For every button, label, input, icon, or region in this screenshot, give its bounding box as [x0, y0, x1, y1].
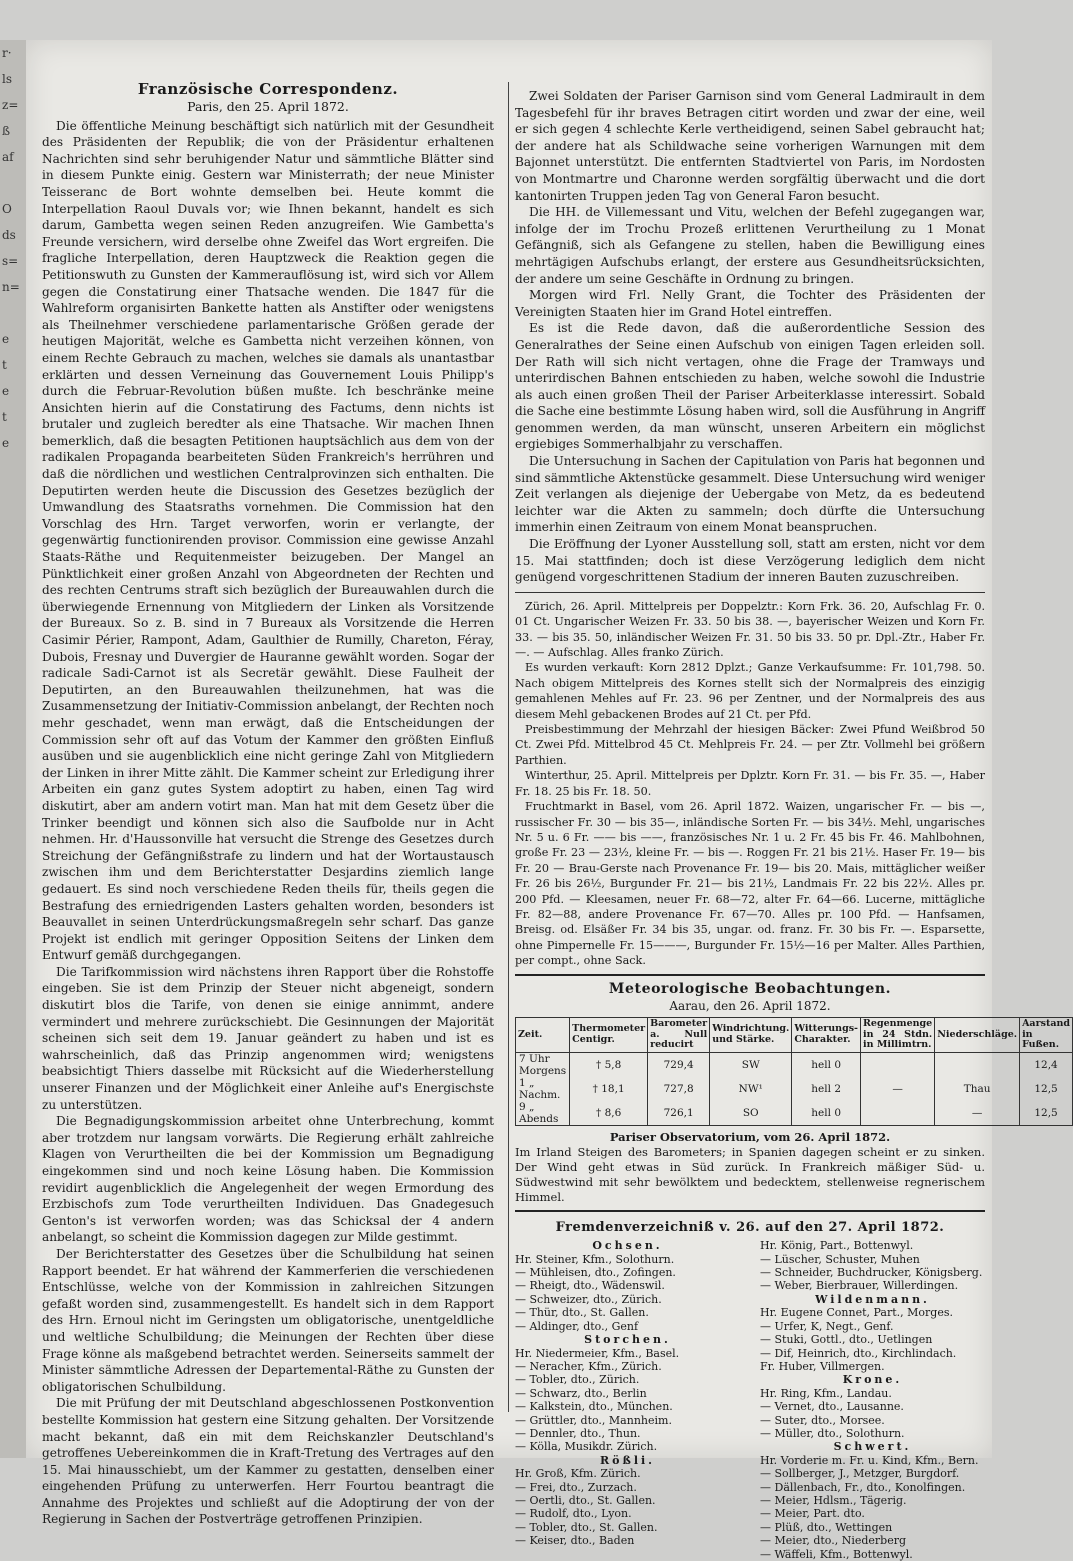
left-column: [42, 80, 495, 1527]
edge-fragment: s=: [2, 254, 19, 268]
article-paragraph: Die öffentliche Meinung beschäftigt sich natürlich mit der Gesundheit des Präsidenten der Republik; die von der Präsidentur erhaltenen Nachrichten sind sehr beruhigender Natur und sämmtliche Blätter sind in diesem Punkte einig. Gestern war Ministerrath; der neue Minister Teisseranc de Bort wohnte demselben bei. Heute kommt die Interpellation Raoul Duvals vor; wie Ihnen bekannt, handelt es sich darum, Gambetta wegen seinen Reden anzugreifen. Wie Gambetta's Freunde versichern, wird derselbe ohne Zweifel das Wort ergreifen. Die fragliche Interpellation, deren Hauptzweck die Reaktion gegen die Petitionswuth zu Gunsten der Kammerauflösung ist, wird sich vor Allem gegen die Constatirung einer Thatsache wenden. Die 1847 für die Wahlreform organisirten Bankette hatten als Anstifter oder wenigstens als Theilnehmer verschiedene parlamentarische Größen gerade der heutigen Majorität, welche es Gambetta nicht verzeihen können, von einem Rechte Gebrauch zu machen, welches sie damals als unantastbar erklärten und dessen Verneinung das Gouvernement Louis Philipp's durch die Februar-Revolution büßen mußte. Ich beschränke meine Ansichten hierin auf die Constatirung des Factums, denn nichts ist brutaler und zugleich beredter als eine Thatsache. Wir machen Ihnen bemerklich, daß die besagten Petitionen hauptsächlich aus dem von der radikalen Propaganda bearbeiteten Süden Frankreich's herrühren und daß die nördlichen und westlichen Centralprovinzen sich enthalten. Die Deputirten werden heute die Discussion des Gesetzes bezüglich der Umwandlung des Staatsraths vornehmen. Die Commission hat den Vorschlag des Hrn. Target verworfen, worin er verlangte, der gegenwärtig functionirenden provisor. Commission eine gewisse Anzahl Staats-Räthe und Requitenmeister beizugeben. Der Mangel an Pünktlichkeit einer großen Anzahl von Abgeordneten der Rechten und des rechten Centrums straft sich bezüglich der Bureauwahlen durch die überwiegende Ernennung von Mitgliedern der Linken als Vorsitzende der Bureaux. So z. B. sind in 7 Bureaux als Vorsitzende die Herren Casimir Périer, Rampont, Adam, Gaulthier de Rumilly, Chareton, Féray, Dubois, Fresnay und Duvergier de Hauranne gewählt worden. Sogar der radicale Sadi-Carnot ist als Secretär gewählt. Diese Faulheit der Deputirten, an den Bureauwahlen theilzunehmen, hat was die Zusammensetzung der Initiativ-Commission anbelangt, der Rechten noch mehr geschadet, wenn man erwägt, daß die Entscheidungen der Commission sehr oft auf das Votum der Kammer den größten Einfluß ausüben und sie augenblicklich eine nicht geringe Zahl von Mitgliedern der Linken in ihrer Mitte zählt. Die Kammer scheint zur Erledigung ihrer Arbeiten ein ganz gutes System adoptirt zu haben, einen Tag wird diskutirt, aber am andern votirt man. Man hat mit dem Gesetz über die Trinker beendigt und können sich also die Saufbolde nur in Acht nehmen. Hr. d'Haussonville hat versucht die Strenge des Gesetzes durch Streichung der Gefängnißstrafe zu lindern und hat der Wortaustausch zwischen ihm und dem Berichterstatter Desjardins ziemlich lange gedauert. Es sind noch verschiedene Reden theils für, theils gegen die Bestrafung des erniedrigenden Lasters gehalten worden, besonders ist Beauvallet in seinen Unterdrückungsmaßregeln sehr scharf. Das ganze Projekt ist endlich mit geringer Opposition Seitens der Linken dem Entwurf gemäß durchgegangen.: [42, 118, 495, 963]
guest-list-title: Fremdenverzeichniß v. 26. auf den 27. April 1872.: [555, 1219, 945, 1235]
edge-fragment: [2, 170, 26, 196]
guest-entry: — Lüscher, Schuster, Muhen: [760, 1252, 920, 1266]
article-paragraph: Die Tarifkommission wird nächstens ihren Rapport über die Rohstoffe eingeben. Sie ist dem Prinzip der Steuer nicht abgeneigt, sondern diskutirt blos die Tarife, von denen sie einige annimmt, andere vermindert und mehrere zurückschiebt. Die Gesinnungen der Majorität scheinen sich seit dem 19. Januar geändert zu haben und ist es wahrscheinlich, daß das Prinzip angenommen wird; wenigstens beabsichtigt Thiers dasselbe mit Rücksicht auf die Wiederherstellung unserer Finanzen und der Möglichkeit einer Anleihe auf's Energischste zu unterstützen.: [42, 964, 494, 1112]
edge-fragment: t: [2, 358, 7, 372]
edge-fragment: ds: [2, 228, 16, 242]
table-cell: hell 0: [792, 1101, 861, 1126]
guest-entry: — Meier, dto., Niederberg: [760, 1534, 907, 1548]
table-row: [516, 1052, 1073, 1077]
guest-entry: — Kölla, Musikdr. Zürich.: [515, 1440, 658, 1454]
guest-entry: — Tobler, dto., St. Gallen.: [515, 1520, 658, 1534]
observatory-title: Pariser Observatorium, vom 26. April 1872.: [609, 1129, 891, 1144]
edge-fragment: [2, 300, 26, 326]
table-cell: [935, 1052, 1020, 1077]
article-dateline: Paris, den 25. April 1872.: [187, 99, 349, 114]
table-header: Regenmenge in 24 Stdn. in Millimtrn.: [861, 1018, 935, 1053]
table-cell: —: [935, 1101, 1020, 1126]
article-paragraph: Der Berichterstatter des Gesetzes über die Schulbildung hat seinen Rapport beendet. Er hat während der Kammerferien die verschiedenen Entschlüsse, welche von der Kommission in zahlreichen Sitzungen gefaßt worden sind, zusammengestellt. Es handelt sich in dem Rapport des Hrn. Ernoul nicht im Geringsten um obligatorische, unentgeldliche und weltliche Schulbildung; die Meinungen der Rechten über diese Frage könne als maßgebend betrachtet werden. Seinerseits sammelt der Minister sämmtliche Adressen der Departemental-Räthe zu Gunsten der obligatorischen Schulbildung.: [42, 1246, 494, 1394]
guest-entry: Fr. Huber, Villmergen.: [760, 1359, 885, 1373]
table-header: Niederschläge.: [935, 1018, 1020, 1053]
market-paragraph: Es wurden verkauft: Korn 2812 Dplzt.; Ganze Verkaufsumme: Fr. 101,798. 50. Nach obigem Mittelpreis des Kornes stellt sich der Normalpreis des einzigig gemahlenen Mehles auf Fr. 23. 96 per Zentner, und der Normalpreis des aus diesem Mehl gebackenen Brodes auf 21 Ct. per Pfd.: [515, 661, 985, 721]
table-cell: 12,5: [1020, 1077, 1073, 1101]
edge-fragment: e: [2, 436, 10, 450]
article-paragraph: Zwei Soldaten der Pariser Garnison sind vom General Ladmirault in dem Tagesbefehl für ihr braves Betragen citirt worden und zwar der eine, weil er sich gegen 4 schlechte Kerle vertheidigend, seinen Sabel gebraucht hat; der andere hat als Schildwache seine vorherigen Warnungen mit dem Bajonnet unterstützt. Die entfernten Stadtviertel von Paris, im Nordosten von Montmartre und Charonne werden sorgfältig überwacht und die dort kantonirten Truppen jeden Tag von General Faron besucht.: [515, 89, 985, 203]
hotel-name: Schwert.: [833, 1440, 912, 1454]
article-paragraph: Morgen wird Frl. Nelly Grant, die Tochter des Präsidenten der Vereinigten Staaten hier im Grand Hotel eintreffen.: [515, 288, 985, 319]
edge-fragment: t: [2, 410, 7, 424]
guest-entry: Hr. Eugene Connet, Part., Morges.: [760, 1306, 953, 1320]
guest-entry: — Tobler, dto., Zürich.: [515, 1373, 640, 1387]
table-cell: Thau: [935, 1077, 1020, 1101]
observatory-text: Im Irland Steigen des Barometers; in Spanien dagegen scheint er zu sinken. Der Wind geht etwas in Süd zurück. In Frankreich mäßiger Süd- u. Südwestwind mit sehr bewölktem und bedecktem, stellenweise regnerischem Himmel.: [515, 1144, 985, 1204]
section-divider: [515, 1210, 985, 1212]
guest-entry: — Dällenbach, Fr., dto., Konolfingen.: [760, 1480, 966, 1494]
guest-entry: — Schwarz, dto., Berlin: [515, 1386, 647, 1400]
guest-entry: — Wäffeli, Kfm., Bottenwyl.: [760, 1547, 913, 1561]
meteo-title: Meteorologische Beobachtungen.: [608, 980, 892, 997]
meteo-subtitle: Aarau, den 26. April 1872.: [669, 998, 831, 1013]
hotel-name: Rößli.: [599, 1453, 656, 1467]
guest-entry: — Stuki, Gottl., dto., Uetlingen: [760, 1333, 933, 1347]
guest-entry: — Aldinger, dto., Genf: [515, 1319, 639, 1333]
edge-fragment: ß: [2, 124, 11, 138]
hotel-name: Storchen.: [584, 1333, 671, 1347]
guest-entry: — Dennler, dto., Thun.: [515, 1426, 641, 1440]
guest-entry: Hr. König, Part., Bottenwyl.: [760, 1239, 914, 1253]
table-row: [516, 1101, 1073, 1126]
table-cell: † 18,1: [570, 1077, 648, 1101]
table-cell: SW: [710, 1052, 792, 1077]
hotel-name: Ochsen.: [592, 1239, 663, 1253]
table-cell: 726,1: [648, 1101, 710, 1126]
article-heading: Französische Correspondenz.: [137, 80, 399, 98]
table-cell: 12,4: [1020, 1052, 1073, 1077]
article-paragraph: Es ist die Rede davon, daß die außerordentliche Session des Generalrathes der Seine einen Aufschub von einigen Tagen erleiden soll. Der Rath will sich nicht vertagen, ohne die Frage der Tramways und unterirdischen Bahnen entschieden zu haben, welche sowohl die Industrie als auch einen großen Theil der Pariser Arbeiterklasse interessirt. Sobald die Sache eine bestimmte Lösung haben wird, soll die Ausführung in Angriff genommen werden, da man wünscht, unseren Arbeitern ein möglichst ergiebiges Sommerhalbjahr zu verschaffen.: [515, 321, 985, 452]
guest-entry: — Neracher, Kfm., Zürich.: [515, 1359, 662, 1373]
table-row: [516, 1077, 1073, 1101]
guest-entry: Hr. Groß, Kfm. Zürich.: [515, 1467, 641, 1481]
paris-observatory: [515, 1130, 985, 1205]
edge-fragment: e: [2, 332, 10, 346]
guest-entry: — Mühleisen, dto., Zofingen.: [515, 1266, 676, 1280]
guest-entry: — Sollberger, J., Metzger, Burgdorf.: [760, 1467, 960, 1481]
right-column: [515, 88, 1071, 1561]
guest-entry: Hr. Steiner, Kfm., Solothurn.: [515, 1252, 675, 1266]
table-cell: 7 Uhr Morgens: [516, 1052, 570, 1077]
table-header: Barometer a. Null reducirt: [648, 1018, 710, 1053]
edge-fragment: ls: [2, 72, 12, 86]
guest-entry: — Schneider, Buchdrucker, Königsberg.: [760, 1266, 983, 1280]
guest-entry: — Meier, Hdlsm., Tägerig.: [760, 1493, 907, 1507]
guest-entry: — Thür, dto., St. Gallen.: [515, 1306, 649, 1320]
table-cell: 727,8: [648, 1077, 710, 1101]
edge-fragment: e: [2, 384, 10, 398]
guest-entry: — Kalkstein, dto., München.: [515, 1400, 673, 1414]
guest-entry: — Plüß, dto., Wettingen: [760, 1520, 893, 1534]
hotel-name: Wildenmann.: [815, 1292, 930, 1306]
adjacent-page-edge: [0, 40, 26, 1458]
edge-fragment: af: [2, 150, 14, 164]
table-cell: 9 „ Abends: [516, 1101, 570, 1126]
weather-table: [515, 1017, 1073, 1126]
article-paragraph: Die Untersuchung in Sachen der Capitulation von Paris hat begonnen und sind sämmtliche Aktenstücke gesammelt. Diese Untersuchung wird weniger Zeit verlangen als diejenige der Uebergabe von Metz, da es bedeutend leichter war die Akten zu sammeln; doch dürfte die Untersuchung immerhin einen Zeitraum von einem Monat beanspruchen.: [515, 454, 985, 535]
table-header: Witterungs-Charakter.: [792, 1018, 861, 1053]
guest-entry: — Rheigt, dto., Wädenswil.: [515, 1279, 665, 1293]
guest-entry: — Grüttler, dto., Mannheim.: [515, 1413, 672, 1427]
guest-list: [515, 1239, 985, 1561]
article-paragraph: Die mit Prüfung der mit Deutschland abgeschlossenen Postkonvention bestellte Kommission hat gestern eine Sitzung gehalten. Der Vorsitzende macht bekannt, daß ein mit dem Reichskanzler Deutschland's getroffenes Uebereinkommen die in Kraft-Tretung des Vertrages auf den 15. Mai hinausschiebt, um der Kammer zu gestatten, denselben einer eingehenden Prüfung zu unterwerfen. Herr Fourtou beantragt die Annahme des Projektes und schließt auf die Adoptirung der von der Regierung in Sachen der Postverträge getroffenen Prinzipien.: [42, 1396, 494, 1527]
edge-fragment: r·: [2, 46, 12, 60]
table-cell: hell 0: [792, 1052, 861, 1077]
guest-entry: — Suter, dto., Morsee.: [760, 1413, 885, 1427]
guest-entry: — Urfer, K, Negt., Genf.: [760, 1319, 894, 1333]
table-cell: [861, 1052, 935, 1077]
guest-list-column-right: [760, 1239, 985, 1561]
guest-entry: — Oertli, dto., St. Gallen.: [515, 1493, 656, 1507]
table-cell: † 5,8: [570, 1052, 648, 1077]
table-cell: NW¹: [710, 1077, 792, 1101]
edge-fragment: n=: [2, 280, 20, 294]
edge-fragment: z=: [2, 98, 19, 112]
guest-entry: — Dif, Heinrich, dto., Kirchlindach.: [760, 1346, 957, 1360]
guest-entry: — Weber, Bierbrauer, Willerdingen.: [760, 1279, 959, 1293]
market-paragraph: Winterthur, 25. April. Mittelpreis per Dplztr. Korn Fr. 31. — bis Fr. 35. —, Haber Fr. 18. 25 bis Fr. 18. 50.: [515, 769, 985, 798]
guest-entry: Hr. Vorderie m. Fr. u. Kind, Kfm., Bern.: [760, 1453, 979, 1467]
table-header: Zeit.: [516, 1018, 570, 1053]
guest-entry: — Frei, dto., Zurzach.: [515, 1480, 637, 1494]
guest-entry: Hr. Ring, Kfm., Landau.: [760, 1386, 892, 1400]
guest-entry: — Rudolf, dto., Lyon.: [515, 1507, 632, 1521]
table-header: Windrichtung. und Stärke.: [710, 1018, 792, 1053]
guest-entry: — Vernet, dto., Lausanne.: [760, 1400, 904, 1414]
hotel-name: Krone.: [842, 1373, 903, 1387]
section-divider: [515, 974, 985, 976]
table-cell: 729,4: [648, 1052, 710, 1077]
guest-entry: — Keiser, dto., Baden: [515, 1534, 635, 1548]
column-divider: [508, 82, 509, 1412]
table-cell: 12,5: [1020, 1101, 1073, 1126]
section-divider: [515, 592, 985, 593]
guest-entry: Hr. Niedermeier, Kfm., Basel.: [515, 1346, 680, 1360]
table-cell: † 8,6: [570, 1101, 648, 1126]
market-reports: [515, 599, 985, 969]
guest-entry: — Müller, dto., Solothurn.: [760, 1426, 905, 1440]
table-cell: SO: [710, 1101, 792, 1126]
guest-list-column-left: [515, 1239, 740, 1561]
edge-fragment: O: [2, 202, 12, 216]
article-paragraph: Die Eröffnung der Lyoner Ausstellung soll, statt am ersten, nicht vor dem 15. Mai stattfinden; doch ist diese Verzögerung lediglich dem nicht genügend vorgeschrittenen Stadium der inneren Bauten zuzuschreiben.: [515, 537, 985, 585]
table-header: Aarstand in Fußen.: [1020, 1018, 1073, 1053]
guest-entry: — Schweizer, dto., Zürich.: [515, 1292, 662, 1306]
market-paragraph: Preisbestimmung der Mehrzahl der hiesigen Bäcker: Zwei Pfund Weißbrod 50 Ct. Zwei Pfd. Mittelbrod 45 Ct. Mehlpreis Fr. 24. — per Ztr. Vollmehl bei größern Parthien.: [515, 723, 985, 767]
table-cell: hell 2: [792, 1077, 861, 1101]
article-paragraph: Die HH. de Villemessant und Vitu, welchen der Befehl zugegangen war, infolge der im Trochu Prozeß erlittenen Verurtheilung zu 1 Monat Gefängniß, sich als Gefangene zu stellen, haben die Bewilligung eines mehrtägigen Aufschubs erlangt, der erstere aus Gesundheitsrücksichten, der andere um seine Geschäfte in Ordnung zu bringen.: [515, 205, 985, 286]
table-cell: —: [861, 1077, 935, 1101]
article-paragraph: Die Begnadigungskommission arbeitet ohne Unterbrechung, kommt aber trotzdem nur langsam vorwärts. Die Regierung erhält zahlreiche Klagen von Verurtheilten die bei der Kommission um Begnadigung eingekommen sind und noch keine Lösung haben. Die Kommission revidirt augenblicklich die Angelegenheit der wegen Ermordung des Erzbischofs zum Tode verurtheilten Individuen. Das Gnadegesuch Genton's ist verworfen worden; was das Schicksal der 4 andern anbelangt, so scheint die Kommission dagegen zur Milde gestimmt.: [42, 1114, 494, 1245]
guest-entry: — Meier, Part. dto.: [760, 1507, 865, 1521]
table-cell: 1 „ Nachm.: [516, 1077, 570, 1101]
market-paragraph: Fruchtmarkt in Basel, vom 26. April 1872. Waizen, ungarischer Fr. — bis —, russischer Fr. 30 — bis 35—, inländische Sorten Fr. — bis 34½. Mehl, ungarisches Nr. 5 u. 6 Fr. —— bis ——, französisches Nr. 1 u. 2 Fr. 45 bis Fr. 46. Mahlbohnen, große Fr. 23 — 23½, kleine Fr. — bis —. Roggen Fr. 21 bis 21½. Haser Fr. 19— bis Fr. 20 — Brau-Gerste nach Provenance Fr. 19— bis 20. Mais, mittäglicher weißer Fr. 26 bis 26½, Burgunder Fr. 21— bis 21½, Landmais Fr. 22 bis 22½. Alles pr. 200 Pfd. — Kleesamen, neuer Fr. 68—72, alter Fr. 64—66. Lucerne, mittägliche Fr. 82—88, andere Provenance Fr. 67—70. Alles pr. 100 Pfd. — Hanfsamen, Breisg. od. Elsäßer Fr. 34 bis 35, ungar. od. franz. Fr. 30 bis Fr. —. Esparsette, ohne Pimpernelle Fr. 15———, Burgunder Fr. 15½—16 per Malter. Alles Parthien, per compt., ohne Sack.: [515, 800, 985, 968]
market-paragraph: Zürich, 26. April. Mittelpreis per Doppelztr.: Korn Frk. 36. 20, Aufschlag Fr. 0. 01 Ct. Ungarischer Weizen Fr. 33. 50 bis 38. —, bayerischer Weizen und Korn Fr. 33. — bis 35. 50, inländischer Weizen Fr. 31. 50 bis 33. 50 pr. Dpl.-Ztr., Haber Fr. —. — Aufschlag. Alles franko Zürich.: [515, 599, 985, 660]
table-cell: [861, 1101, 935, 1126]
table-header: Thermometer Centigr.: [570, 1018, 648, 1053]
